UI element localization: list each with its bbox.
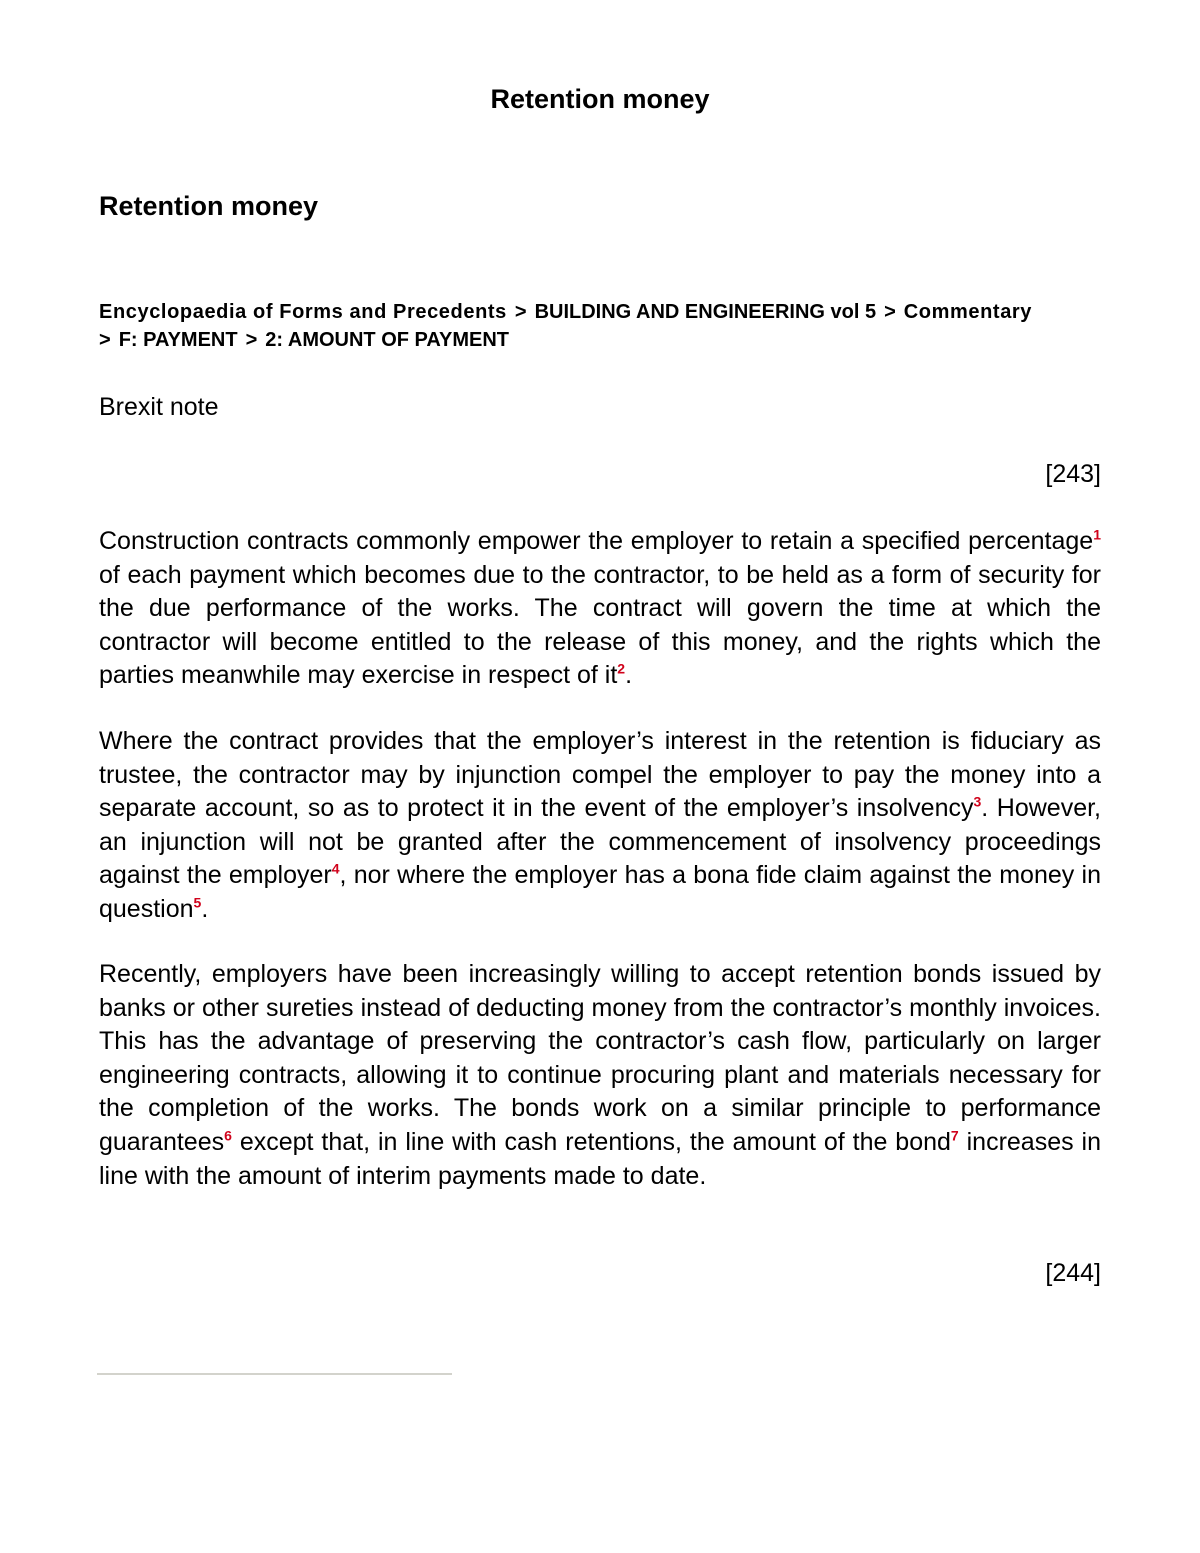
breadcrumb-separator: > <box>884 301 896 323</box>
body-paragraph-2 <box>99 725 1101 927</box>
paragraph-text: . However, an injunction will not be granted after the commencement of insolvency proceedings against the employer <box>99 794 1101 890</box>
paragraph-number-244: [244] <box>1045 1259 1101 1287</box>
breadcrumb-item-volume[interactable]: BUILDING AND ENGINEERING vol 5 <box>534 301 877 323</box>
breadcrumb-item-payment[interactable]: F: PAYMENT <box>118 329 238 351</box>
paragraph-text: , nor where the employer has a bona fide claim against the money in question <box>99 861 1101 923</box>
footnote-divider <box>97 1373 452 1375</box>
brexit-note-link[interactable]: Brexit note <box>99 393 219 421</box>
footnote-ref-4[interactable]: 4 <box>331 861 340 878</box>
footnote-ref-7[interactable]: 7 <box>950 1127 959 1144</box>
footnote-ref-2[interactable]: 2 <box>617 661 626 678</box>
paragraph-text: Where the contract provides that the employer’s interest in the retention is fiduciary as trustee, the contractor may by injunction compel the employer to pay the money into a separate account, so as to protect it in the event of the employer’s insolvency <box>99 727 1101 823</box>
paragraph-text: . <box>201 894 209 923</box>
document-title: Retention money <box>490 84 710 114</box>
body-paragraph-1 <box>99 525 1101 693</box>
paragraph-text: except that, in line with cash retentions, the amount of the bond <box>231 1127 951 1156</box>
breadcrumb-separator: > <box>514 301 527 323</box>
paragraph-text: Construction contracts commonly empower the employer to retain a specified percentage <box>99 527 1094 555</box>
breadcrumb-separator: > <box>245 329 258 351</box>
paragraph-text: increases in line with the amount of interim payments made to date. <box>99 1127 1101 1190</box>
breadcrumb-item-amount[interactable]: 2: AMOUNT OF PAYMENT <box>265 329 509 351</box>
paragraph-number-243: [243] <box>1045 460 1101 488</box>
breadcrumb-item-encyclopaedia[interactable]: Encyclopaedia of Forms and Precedents <box>99 301 507 323</box>
paragraph-text: Recently, employers have been increasingly willing to accept retention bonds issued by banks or other sureties instead of deducting money from the contractor’s monthly invoices. This has the advantage of preserving the contractor’s cash flow, particularly on larger engineering contracts, allowing it to continue procuring plant and materials necessary for the completion of the works. The bonds work on a similar principle to performance guarantees <box>99 960 1101 1156</box>
paragraph-text: . <box>625 661 633 690</box>
paragraph-text: of each payment which becomes due to the contractor, to be held as a form of security for the due performance of the works. The contract will govern the time at which the contractor will become entitled to the release of this money, and the rights which the parties meanwhile may exercise in respect of it <box>99 560 1101 690</box>
section-heading: Retention money <box>99 191 319 221</box>
footnote-ref-3[interactable]: 3 <box>973 793 982 810</box>
footnote-ref-1[interactable]: 1 <box>1093 526 1101 543</box>
footnote-ref-5[interactable]: 5 <box>193 894 202 911</box>
breadcrumb-separator: > <box>99 329 111 351</box>
body-paragraph-3 <box>99 958 1101 1193</box>
breadcrumb-item-commentary[interactable]: Commentary <box>903 301 1033 323</box>
breadcrumb <box>99 298 1101 354</box>
footnote-ref-6[interactable]: 6 <box>224 1127 232 1144</box>
